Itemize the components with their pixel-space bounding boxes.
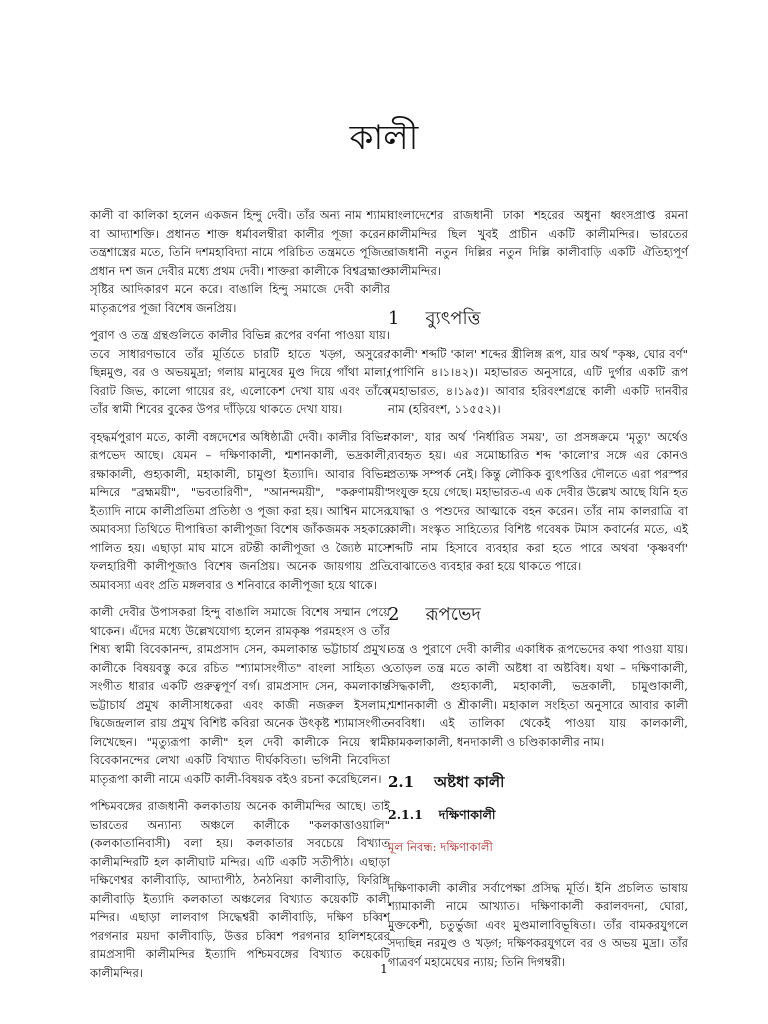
section-number: 2: [388, 603, 400, 625]
dakshina-paragraph: দক্ষিণাকালী কালীর সর্বাপেক্ষা প্রসিদ্ধ মূর্তি। ইনি প্রচলিত ভাষায় শ্যামাকালী নামে আখ্যাত। দক্ষিণাকালী করালবদনা, ঘোরা, মুক্তকেশী, চতুর্ভুজা এবং মুণ্ডমালাবিভূষিতা। তাঁর বামকরযুগলে সদ্যছিন্ন নরমুণ্ড ও খড়্গ; দক্ষিণকরযুগলে বর ও অভয় মুদ্রা। তাঁর গাত্রবর্ণ মহামেঘের ন্যায়; তিনি দিগম্বরী।: [388, 880, 688, 969]
subsubsection-heading-dakshina: [388, 806, 688, 825]
subsubsection-title: দক্ষিণাকালী: [438, 806, 496, 822]
page-title: কালী: [349, 118, 419, 158]
section-title: ব্যুৎপত্তি: [425, 308, 481, 329]
left-column: [90, 206, 390, 991]
paragraph-iconography: পুরাণ ও তন্ত্র গ্রন্থগুলিতে কালীর বিভিন্ন রূপের বর্ণনা পাওয়া যায়। তবে সাধারণভাবে তাঁর মূর্তিতে চারটি হাতে খড়্গ, অসুরের ছিন্নমুণ্ড, বর ও অভয়মুদ্রা; গলায় মানুষের মুণ্ড দিয়ে গাঁথা মালা; বিরাট জিভ, কালো গায়ের রং, এলোকেশ দেখা যায় এবং তাঁকে তাঁর স্বামী শিবের বুকের উপর দাঁড়িয়ে থাকতে দেখা যায়।: [90, 328, 390, 416]
section-heading-forms: [388, 603, 688, 625]
main-article-link[interactable]: মূল নিবন্ধ: দক্ষিণাকালী: [388, 840, 493, 854]
intro-paragraph: কালী বা কালিকা হলেন একজন হিন্দু দেবী। তাঁর অন্য নাম শ্যামা বা আদ্যাশক্তি। প্রধানত শাক্ত ধর্মাবলম্বীরা কালীর পূজা করেন। তন্ত্রশাস্ত্রের মতে, তিনি দশমহাবিদ্যা নামে পরিচিত তন্ত্রমতে পূজিত প্রধান দশ জন দেবীর মধ্যে প্রথম দেবী। শাক্তরা কালীকে বিশ্বব্রহ্মাণ্ড সৃষ্টির আদিকারণ মনে করে। বাঙালি হিন্দু সমাজে দেবী কালীর মাতৃরূপের পূজা বিশেষ জনপ্রিয়।: [90, 208, 390, 315]
subsubsection-number: 2.1.1: [388, 806, 423, 822]
etymology-paragraph-2: 'কাল', যার অর্থ 'নির্ধারিত সময়', তা প্রসঙ্গক্রমে 'মৃত্যু' অর্থেও ব্যবহৃত হয়। এর সমোচ্চারিত শব্দ 'কালো'র সঙ্গে এর কোনও প্রত্যক্ষ সম্পর্ক নেই। কিন্তু লৌকিক ব্যুৎপত্তির দৌলতে এরা পরস্পর সংযুক্ত হয়ে গেছে। মহাভারত-এ এক দেবীর উল্লেখ আছে যিনি হত যোদ্ধা ও পশুদের আত্মাকে বহন করেন। তাঁর নাম কালরাত্রি বা কালী। সংস্কৃত সাহিত্যের বিশিষ্ট গবেষক টমাস কবার্নের মতে, এই শব্দটি নাম হিসাবে ব্যবহার করা হতে পারে অথবা 'কৃষ্ণবর্ণা' বোঝাতেও ব্যবহার করা হয়ে থাকতে পারে।: [388, 429, 688, 573]
page-number: 1: [380, 962, 388, 976]
paragraph-devotees: কালী দেবীর উপাসকরা হিন্দু বাঙালি সমাজে বিশেষ সম্মান পেয়ে থাকেন। এঁদের মধ্যে উল্লেখযোগ্য হলেন রামকৃষ্ণ পরমহংস ও তাঁর শিষ্য স্বামী বিবেকানন্দ, রামপ্রসাদ সেন, কমলাকান্ত ভট্টাচার্য প্রমুখ। কালীকে বিষয়বস্তু করে রচিত "শ্যামাসংগীত" বাংলা সাহিত্য ও সংগীত ধারার একটি গুরুত্বপূর্ণ বর্গ। রামপ্রসাদ সেন, কমলাকান্ত ভট্টাচার্য প্রমুখ কালীসাধকেরা এবং কাজী নজরুল ইসলাম, দ্বিজেন্দ্রলাল রায় প্রমুখ বিশিষ্ট কবিরা অনেক উৎকৃষ্ট শ্যামাসংগীত লিখেছেন। "মৃত্যুরূপা কালী" হল দেবী কালীকে নিয়ে স্বামী বিবেকানন্দের লেখা একটি বিখ্যাত দীর্ঘকবিতা। ভগিনী নিবেদিতা মাতৃরূপা কালী নামে একটি কালী-বিষয়ক বইও রচনা করেছিলেন।: [90, 605, 390, 786]
subsection-heading-ashtadha: [388, 773, 688, 792]
right-column: [388, 206, 688, 980]
etymology-paragraph-1: 'কালী' শব্দটি 'কাল' শব্দের স্ত্রীলিঙ্গ রূপ, যার অর্থ "কৃষ্ণ, ঘোর বর্ণ" (পাণিনি ৪।১।৪২)। মহাভারত অনুসারে, এটি দুর্গার একটি রূপ (মহাভারত, ৪।১৯৫)। আবার হরিবংশগ্রন্থে কালী একটি দানবীর নাম (হরিবংশ, ১১৫৫২)।: [388, 346, 688, 416]
paragraph-forms: বৃহদ্ধর্মপুরাণ মতে, কালী বঙ্গদেশের অধিষ্ঠাত্রী দেবী। কালীর বিভিন্ন রূপভেদ আছে। যেমন – দক্ষিণাকালী, শ্মশানকালী, ভদ্রকালী, রক্ষাকালী, গুহ্যকালী, মহাকালী, চামুণ্ডা ইত্যাদি। আবার বিভিন্ন মন্দিরে "ব্রহ্মময়ী", "ভবতারিণী", "আনন্দময়ী", "করুণাময়ী" ইত্যাদি নামে কালীপ্রতিমা প্রতিষ্ঠা ও পূজা করা হয়। আশ্বিন মাসের অমাবস্যা তিথিতে দীপান্বিতা কালীপূজা বিশেষ জাঁকজমক সহকারে পালিত হয়। এছাড়া মাঘ মাসে রটন্তী কালীপূজা ও জ্যৈষ্ঠ মাসে ফলহারিণী কালীপূজাও বিশেষ জনপ্রিয়। অনেক জায়গায় প্রতি অমাবস্যা এবং প্রতি মঙ্গলবার ও শনিবারে কালীপূজা হয়ে থাকে।: [90, 429, 390, 592]
section-number: 1: [388, 308, 400, 329]
section-title: রূপভেদ: [425, 603, 481, 625]
subsection-title: অষ্টধা কালী: [434, 773, 505, 791]
paragraph-temples: পশ্চিমবঙ্গের রাজধানী কলকাতায় অনেক কালীমন্দির আছে। তাই ভারতের অন্যান্য অঞ্চলে কালীকে "কলকাত্তাওয়ালি" (কলকাতানিবাসী) বলা হয়। কলকাতার সবচেয়ে বিখ্যাত কালীমন্দিরটি হল কালীঘাট মন্দির। এটি একটি সতীপীঠ। এছাড়া দক্ষিণেশ্বর কালীবাড়ি, আদ্যাপীঠ, ঠনঠনিয়া কালীবাড়ি, ফিরিঙ্গি কালীবাড়ি ইত্যাদি কলকাতা অঞ্চলের বিখ্যাত কয়েকটি কালী মন্দির। এছাড়া লালবাগ সিদ্ধেশ্বরী কালীবাড়ি, দক্ষিণ চব্বিশ পরগনার ময়দা কালীবাড়ি, উত্তর চব্বিশ পরগনার হালিশহরের রামপ্রসাদী কালীমন্দির ইত্যাদি পশ্চিমবঙ্গের বিখ্যাত কয়েকটি কালীমন্দির।: [90, 799, 390, 980]
forms-paragraph: তন্ত্র ও পুরাণে দেবী কালীর একাধিক রূপভেদের কথা পাওয়া যায়। তোড়ল তন্ত্র মতে কালী অষ্টধা বা অষ্টবিধ। যথা – দক্ষিণাকালী, সিদ্ধকালী, গুহ্যকালী, মহাকালী, ভদ্রকালী, চামুণ্ডাকালী, শ্মশানকালী ও শ্রীকালী। মহাকাল সংহিতা অনুসারে আবার কালী নববিধা। এই তালিকা থেকেই পাওয়া যায় কালকালী, কামকলাকালী, ধনদাকালী ও চণ্ডিকাকালীর নাম।: [388, 642, 688, 749]
section-heading-etymology: [388, 310, 688, 329]
subsection-number: 2.1: [388, 773, 415, 791]
paragraph-bangladesh-temples: বাংলাদেশের রাজধানী ঢাকা শহরের অধুনা ধ্বংসপ্রাপ্ত রমনা কালীমন্দির ছিল খুবই প্রাচীন একটি কালীমন্দির। ভারতের রাজধানী নতুন দিল্লির নতুন দিল্লি কালীবাড়ি একটি ঐতিহ্যপূর্ণ কালীমন্দির।: [388, 208, 688, 278]
